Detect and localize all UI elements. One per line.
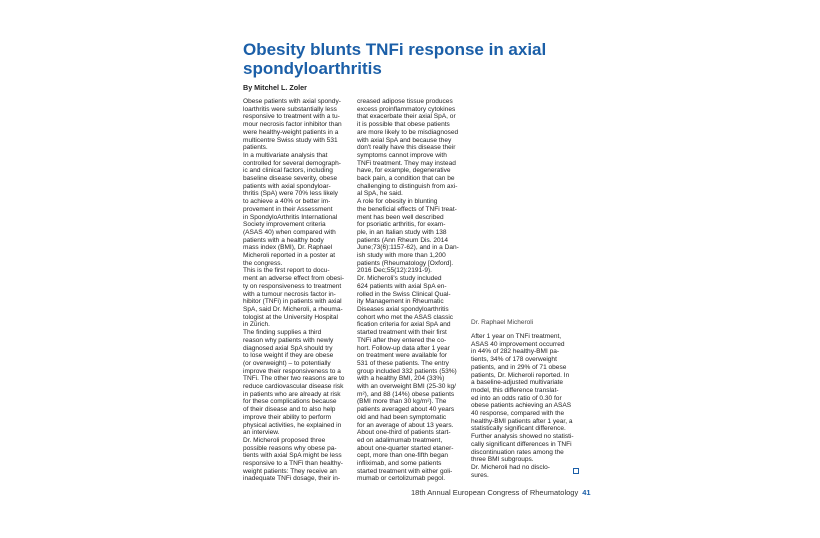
footer-publication: 18th Annual European Congress of Rheumatology <box>411 488 579 497</box>
article-column-1: Obese patients with axial spondy- loarthritis were substantially less responsive to treatment with a tu- mour necrosis factor inhibitor than were healthy-weight patients in a multicentre Swiss study with 531 patients. In a multivariate analysis that controlled for several demograph- ic and clinical factors, including baseline disease severity, obese patients with axial spondyloar- thritis (SpA) were 70% less likely to achieve a 40% or better im- provement in their Assessment in SpondyloArthritis International Society improvement criteria (ASAS 40) when compared with patients with a healthy body mass index (BMI), Dr. Raphael Micheroli reported in a poster at the congress. This is the first report to docu- ment an adverse effect from obesi- ty on responsiveness to treatment with a tumour necrosis factor in- hibitor (TNFi) in patients with axial SpA, said Dr. Micheroli, a rheuma- tologist at the University Hospital in Zürich. The finding supplies a third reason why patients with newly diagnosed axial SpA should try to lose weight if they are obese (or overweight) – to potentially improve their responsiveness to a TNFi. The other two reasons are to reduce cardiovascular disease risk in patients who are already at risk for these complications because of their disease and to also help improve their ability to perform physical activities, he explained in an interview. Dr. Micheroli proposed three possible reasons why obese pa- tients with axial SpA might be less responsive to a TNFi than healthy- weight patients: They receive an inadequate TNFi dosage, their in- <box>243 98 345 483</box>
page-footer <box>411 488 591 497</box>
end-of-article-icon <box>573 468 579 474</box>
article-title: Obesity blunts TNFi response in axial spondyloarthritis <box>243 40 547 78</box>
photo-caption: Dr. Raphael Micheroli <box>471 319 534 326</box>
article-byline: By Mitchel L. Zoler <box>243 83 307 92</box>
article-column-2: creased adipose tissue produces excess proinflammatory cytokines that exacerbate their axial SpA, or it is possible that obese patients are more likely to be misdiagnosed with axial SpA and because they don't really have this disease their symptoms cannot improve with TNFi treatment. They may instead have, for example, degenerative back pain, a condition that can be challenging to distinguish from axi- al SpA, he said. A role for obesity in blunting the beneficial effects of TNFi treat- ment has been well described for psoriatic arthritis, for exam- ple, in an Italian study with 138 patients (Ann Rheum Dis. 2014 June;73(6):1157-62), and in a Dan- ish study with more than 1,200 patients (Rheumatology [Oxford]. 2016 Dec;55(12):2191-9). Dr. Micheroli's study included 624 patients with axial SpA en- rolled in the Swiss Clinical Qual- ity Management in Rheumatic Diseases axial spondyloarthritis cohort who met the ASAS classic fication criteria for axial SpA and started treatment with their first TNFi after they entered the co- hort. Follow-up data after 1 year on treatment were available for 531 of these patients. The entry group included 332 patients (53%) with a healthy BMI, 204 (33%) with an overweight BMI (25-30 kg/ m²), and 88 (14%) obese patients (BMI more than 30 kg/m²). The patients averaged about 40 years old and had been symptomatic for an average of about 13 years. About one-third of patients start- ed on adalimumab treatment, about one-quarter started etaner- cept, more than one-fifth began infliximab, and some patients started treatment with either goli- mumab or certolizumab pegol. <box>357 98 459 483</box>
page-number: 41 <box>582 488 591 497</box>
article-column-3: After 1 year on TNFi treatment, ASAS 40 improvement occurred in 44% of 282 healthy-BMI pa- tients, 34% of 178 overweight patients, and in 29% of 71 obese patients, Dr. Micheroli reported. In a baseline-adjusted multivariate model, this difference translat- ed into an odds ratio of 0.30 for obese patients achieving an ASAS 40 response, compared with the healthy-BMI patients after 1 year, a statistically significant difference. Further analysis showed no statisti- cally significant differences in TNFi discontinuation rates among the three BMI subgroups. Dr. Micheroli had no disclo- sures. <box>471 333 574 479</box>
